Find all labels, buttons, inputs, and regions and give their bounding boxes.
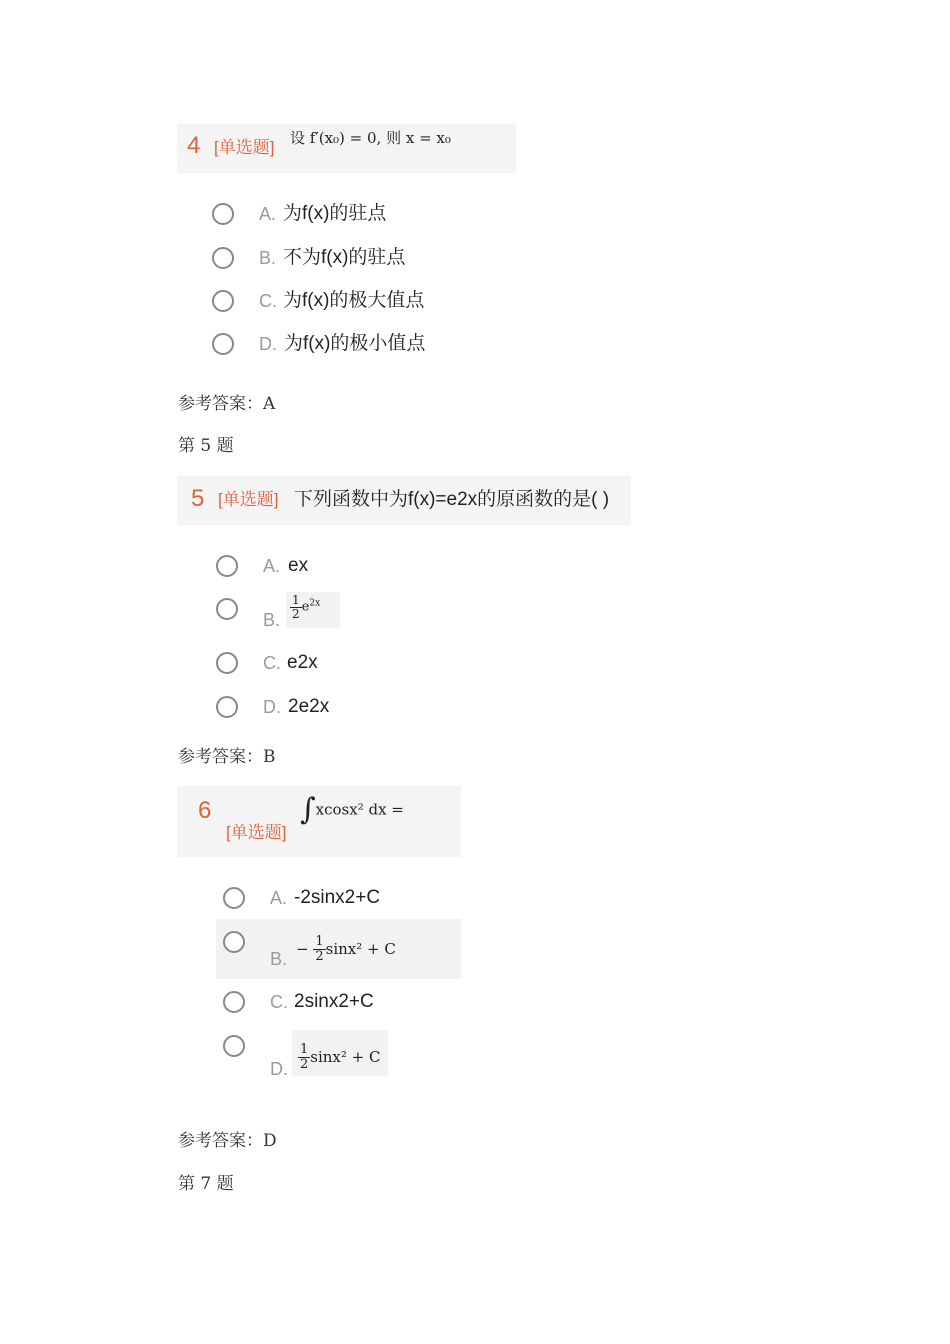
q4-stem: 设 f′(x₀) = 0, 则 x = x₀ — [290, 129, 451, 147]
q6-option-d-radio[interactable] — [223, 1035, 245, 1057]
q5-option-a-letter: A. — [263, 556, 281, 576]
q5-option-a-radio[interactable] — [216, 555, 238, 577]
q5-option-d-text: 2e2x — [288, 696, 330, 717]
q6-option-b-radio[interactable] — [223, 931, 245, 953]
q6-option-d-rest: sinx² + C — [310, 1048, 381, 1067]
q5-option-b-radio[interactable] — [216, 598, 238, 620]
q4-option-d-radio[interactable] — [212, 333, 234, 355]
q6-option-a-text: -2sinx2+C — [294, 887, 381, 908]
q6-type-label: [单选题] — [226, 823, 287, 842]
q4-option-c-letter: C. — [259, 291, 277, 311]
q4-option-b-letter: B. — [259, 248, 277, 268]
q4-option-b-text: 不为f(x)的驻点 — [283, 247, 406, 268]
q6-option-d-frac-den: 2 — [300, 1056, 309, 1072]
q6-stem — [300, 792, 404, 827]
q6-option-d-formula — [298, 1043, 381, 1071]
watermark-graphic — [552, 598, 571, 668]
q5-option-b-letter: B. — [263, 610, 281, 630]
q4-answer: 参考答案：A — [178, 394, 276, 414]
q4-option-b-radio[interactable] — [212, 247, 234, 269]
q4-option-a-letter: A. — [259, 204, 277, 224]
q5-option-d-letter: D. — [263, 697, 281, 717]
q6-option-b-letter: B. — [270, 949, 288, 969]
q6-option-b-formula — [296, 935, 396, 963]
q4-number: 4 — [187, 132, 201, 159]
q6-option-d-frac-num: 1 — [300, 1042, 309, 1057]
q4-option-d-text: 为f(x)的极小值点 — [284, 333, 426, 354]
q6-option-b-frac-den: 2 — [315, 948, 324, 964]
q6-option-c-text: 2sinx2+C — [294, 991, 374, 1012]
q5-option-c-text: e2x — [287, 652, 318, 673]
q6-option-a-letter: A. — [270, 888, 288, 908]
q5-option-b-frac-num: 1 — [292, 593, 300, 607]
q5-option-a-text: ex — [288, 555, 309, 576]
q4-option-a-radio[interactable] — [212, 203, 234, 225]
q6-option-b-rest: sinx² + C — [325, 940, 396, 959]
q6-option-b-frac-num: 1 — [315, 934, 324, 949]
q6-answer: 参考答案：D — [178, 1131, 277, 1151]
q5-stem: 下列函数中为f(x)=e2x的原函数的是( ) — [294, 489, 610, 510]
q5-option-c-radio[interactable] — [216, 652, 238, 674]
q5-option-b-base: e — [301, 599, 310, 615]
q4-option-c-text: 为f(x)的极大值点 — [283, 290, 425, 311]
q4-option-a-text: 为f(x)的驻点 — [283, 203, 387, 224]
integral-sign: ∫ — [300, 792, 316, 827]
q5-option-b-formula — [290, 594, 320, 620]
q4-type-label: [单选题] — [214, 138, 275, 157]
q5-number: 5 — [191, 485, 205, 512]
q6-option-a-radio[interactable] — [223, 887, 245, 909]
q5-type-label: [单选题] — [218, 490, 279, 509]
q5-option-b-exponent: 2x — [309, 598, 321, 609]
q6-option-c-radio[interactable] — [223, 991, 245, 1013]
q6-number: 6 — [198, 797, 212, 824]
q4-option-c-radio[interactable] — [212, 290, 234, 312]
q5-option-c-letter: C. — [263, 653, 281, 673]
q4-option-d-letter: D. — [259, 334, 277, 354]
q6-option-d-letter: D. — [270, 1059, 288, 1079]
q6-option-c-letter: C. — [270, 992, 288, 1012]
q5-answer: 参考答案：B — [178, 747, 276, 767]
q6-option-b-minus: − — [296, 940, 309, 959]
heading-question-5: 第 5 题 — [178, 436, 234, 456]
q5-option-d-radio[interactable] — [216, 696, 238, 718]
heading-question-7: 第 7 题 — [178, 1174, 234, 1194]
q6-stem-body: xcosx² dx = — [315, 800, 404, 819]
q5-option-b-frac-den: 2 — [292, 606, 300, 621]
